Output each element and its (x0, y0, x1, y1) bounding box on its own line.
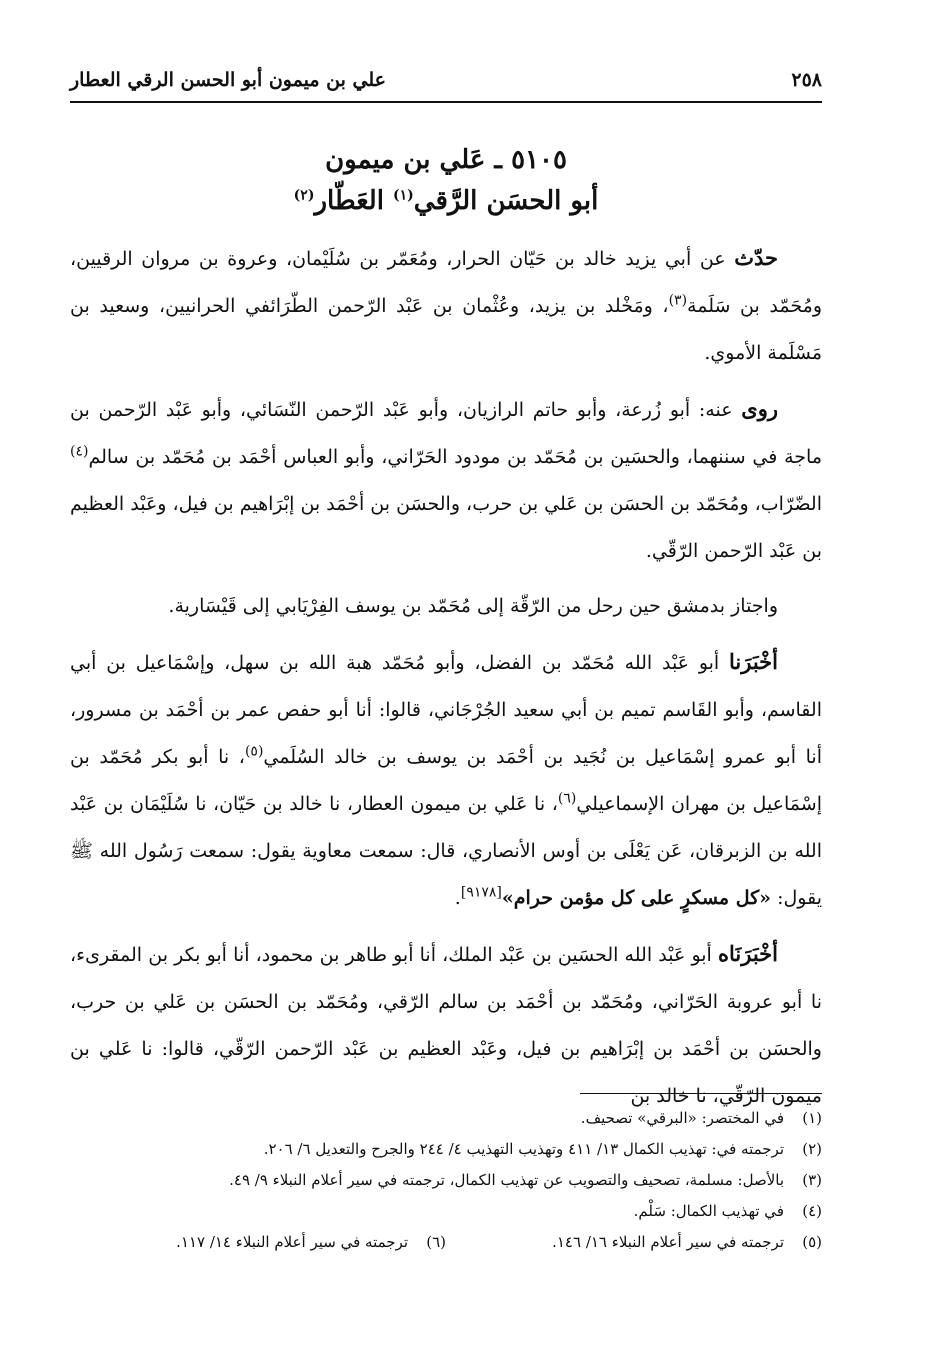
paragraph-text: ، ومَخْلد بن يزيد، وعُثْمان بن عَبْد الرّحمن الطّرَائفي الحرانيين، وسعيد بن مَسْلَمة الأموي. (70, 295, 822, 364)
entry-number-name: ٥١٠٥ ـ عَلي بن ميمون (325, 145, 567, 175)
paragraph-lead-word: أخْبَرَنَاه (718, 941, 778, 966)
body-text (70, 234, 822, 1120)
page-number: ٢٥٨ (791, 69, 822, 91)
paragraph-text: واجتاز بدمشق حين رحل من الرّقّة إلى مُحَمّد بن يوسف الفِرْيَابي إلى قَيْسَارية. (168, 595, 778, 617)
body-paragraph (70, 385, 822, 575)
footnote-item (70, 1134, 822, 1165)
footnote-text: في تهذيب الكمال: سَلْم. (633, 1202, 784, 1220)
footnote-item (446, 1227, 822, 1258)
entry-title (70, 140, 822, 222)
footnote-item (70, 1103, 822, 1134)
footnote-ref: [٩١٧٨] (460, 884, 502, 901)
footnote-ref: (٣) (668, 292, 688, 309)
footnote-text: ترجمته في سير أعلام النبلاء ١٤/ ١١٧. (176, 1233, 408, 1251)
footnote-row (70, 1227, 822, 1258)
footnote-rule (580, 1093, 822, 1094)
footnote-text: ترجمته في سير أعلام النبلاء ١٦/ ١٤٦. (552, 1233, 784, 1251)
paragraph-text: أبو عَبْد الله مُحَمّد بن الفضل، وأبو مُحَمّد هبة الله بن سهل، وإسْمَاعيل بن أبي القاسم، وأبو القَاسم تميم بن أبي سعيد الجُرْجَاني، قالوا: أنا أبو حفص عمر بن أحْمَد بن مسرور، أنا أبو عمرو إسْمَاعيل بن نُجَيد بن أحْمَد بن يوسف بن خالد السُلَمي (70, 652, 822, 768)
footnote-number: (٤) (802, 1202, 822, 1220)
footnote-text: ترجمته في: تهذيب الكمال ١٣/ ٤١١ وتهذيب التهذيب ٤/ ٢٤٤ والجرح والتعديل ٦/ ٢٠٦. (263, 1140, 784, 1158)
footnote-number: (٢) (802, 1140, 822, 1158)
footnote-ref: (٦) (557, 790, 577, 807)
footnote-ref: (٤) (70, 443, 89, 460)
paragraph-lead-word: أخْبَرَنا (729, 649, 778, 674)
body-paragraph (70, 638, 822, 922)
body-paragraph (70, 583, 822, 630)
running-title: علي بن ميمون أبو الحسن الرقي العطار (70, 69, 386, 91)
paragraph-text: عنه: أبو زُرعة، وأبو حاتم الرازيان، وأبو عَبْد الرّحمن النّسَائي، وأبو عَبْد الرّحمن بن ماجة في سننهما، والحسَين بن مُحَمّد بن مودود الحَرّاني، وأبو العباس أحْمَد بن مُحَمّد بن سالم (70, 399, 822, 468)
paragraph-text: أبو عَبْد الله الحسَين بن عَبْد الملك، أنا أبو طاهر بن محمود، أنا أبو بكر بن المقرىء، نا أبو عروبة الحَرّاني، ومُحَمّد بن أحْمَد بن سالم الرّقي، ومُحَمّد بن الحسَن بن عَلي بن حرب، والحسَن بن أحْمَد بن إبْرَاهيم بن فيل، وعَبْد العظيم بن عَبْد الرّحمن الرّقّي، قالوا: نا عَلي بن ميمون الرّقّي، نا خالد بن (70, 944, 822, 1107)
footnote-item (70, 1196, 822, 1227)
paragraph-text: ، نا عَلي بن ميمون العطار، نا خالد بن حَيّان، نا سُلَيْمَان بن عَبْد الله بن الزبرقان، عَن يَعْلَى بن أوس الأنصاري، قال: سمعت معاوية يقول: سمعت رَسُول الله ﷺ يقول: (70, 793, 822, 909)
footnote-ref: (١) (393, 187, 414, 204)
paragraph-text: الضّرّاب، ومُحَمّد بن الحسَن بن عَلي بن حرب، والحسَن بن أحْمَد بن إبْرَاهيم بن فيل، وعَبْد العظيم بن عَبْد الرّحمن الرّقّي. (70, 493, 822, 562)
entry-kunya: أبو الحسَن الرَّقي (413, 186, 599, 216)
paragraph-text: عن أبي يزيد خالد بن حَيّان الحرار، ومُعَمّر بن سُلَيْمان، وعروة بن مروان الرقيين، ومُحَمّد بن سَلَمة (70, 248, 822, 317)
paragraph-lead-word: حدّث (734, 245, 778, 270)
footnote-item (70, 1165, 822, 1196)
footnote-text: في المختصر: «البرقي» تصحيف. (580, 1109, 784, 1127)
footnote-number: (٥) (802, 1233, 822, 1251)
footnotes (70, 1103, 822, 1258)
footnote-number: (٣) (802, 1171, 822, 1189)
footnote-item (70, 1227, 446, 1258)
body-paragraph (70, 930, 822, 1120)
paragraph-text: ، نا أبو بكر مُحَمّد بن إسْمَاعيل بن مهران الإسماعيلي (70, 746, 822, 815)
footnote-number: (١) (802, 1109, 822, 1127)
footnote-number: (٦) (426, 1233, 446, 1251)
entry-kunya-line (70, 180, 822, 222)
paragraph-lead-word: روى (741, 396, 778, 421)
body-paragraph (70, 234, 822, 377)
hadith-text: «كل مسكرٍ على كل مؤمن حرام» (501, 887, 772, 909)
footnote-text: بالأصل: مسلمة، تصحيف والتصويب عن تهذيب الكمال، ترجمته في سير أعلام النبلاء ٩/ ٤٩. (229, 1171, 784, 1189)
header-rule (70, 101, 822, 103)
footnote-ref: (٥) (244, 743, 264, 760)
running-header (70, 62, 822, 98)
entry-trade: العَطّار (314, 186, 384, 216)
footnote-ref: (٢) (293, 187, 315, 204)
paragraph-text: . (454, 887, 461, 909)
